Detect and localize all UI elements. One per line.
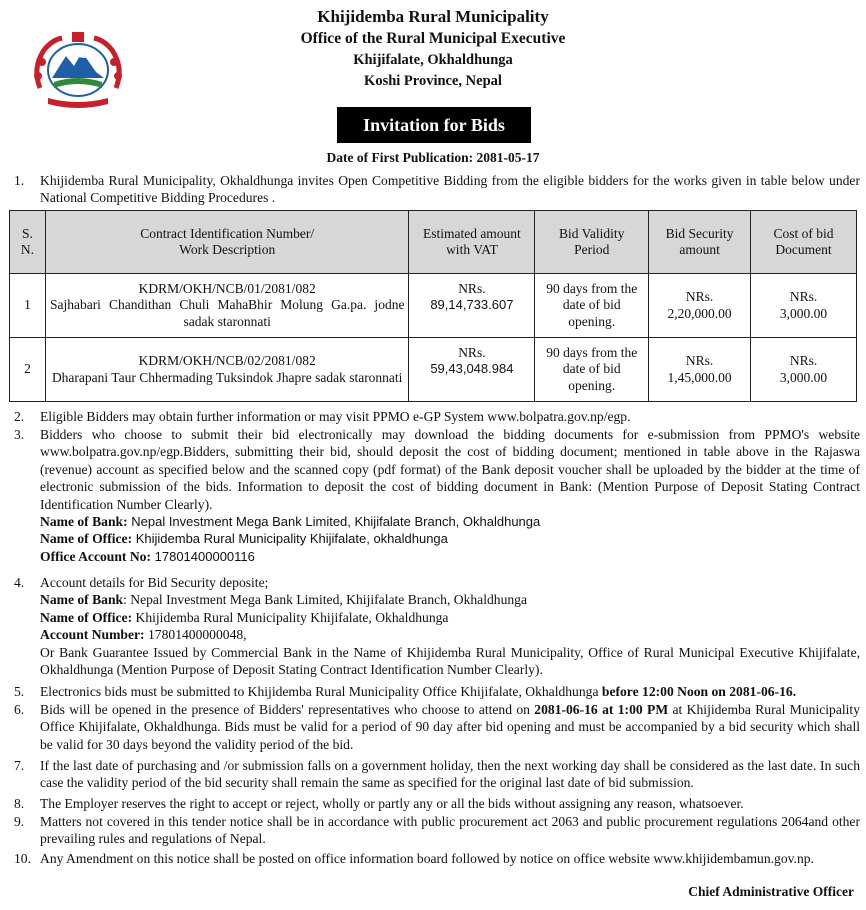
notice-item-1 — [14, 172, 860, 207]
opening-time: 2081-06-16 at 1:00 PM — [534, 702, 669, 717]
item-number: 4. — [14, 575, 25, 590]
item-text — [40, 426, 860, 565]
notice-item-2 — [14, 408, 860, 425]
account-label: Office Account No: — [40, 548, 151, 564]
item-number: 5. — [14, 684, 25, 699]
notice-item-5 — [14, 683, 860, 700]
bank-deposit-instructions: Bidders who choose to submit their bid electronically may download the bidding documents for e-submission from PPMO's website www.bolpatra.gov.np/egp.Bidders, submitting their bid, should deposit the cost of bidding document; mentioned in table above in the Rajaswa (revenue) account as specified below and the scanned copy (pdf format) of the Bank deposit voucher shall be uploaded by the bidder at the time of electronic submission of the bids. Information to deposit the cost of bidding document in Bank: (Mention Purpose of Deposit Stating Contract Identification Number Clearly). — [40, 427, 860, 512]
cell-validity: 90 days from the date of bid opening. — [535, 338, 649, 402]
item-number: 2. — [14, 409, 25, 424]
office-value: Khijidemba Rural Municipality Khijifalate, okhaldhunga — [135, 531, 448, 547]
item-text: The Employer reserves the right to accept or reject, wholly or partly any or all the bids without assigning any reason, whatsoever. — [40, 796, 744, 811]
table-header-row — [10, 211, 857, 274]
office-location: Khijifalate, Okhaldhunga — [353, 52, 513, 68]
item-text: Eligible Bidders may obtain further information or may visit PPMO e-GP System www.bolpatra.gov.np/egp. — [40, 409, 631, 424]
cell-security: NRs. 1,45,000.00 — [649, 338, 751, 402]
bank-name: Nepal Investment Mega Bank Limited, Khijifalate Branch, Okhaldhunga — [131, 514, 541, 530]
security-heading: Account details for Bid Security deposite; — [40, 575, 269, 590]
cell-sn: 2 — [10, 338, 46, 402]
notice-item-10 — [14, 850, 860, 867]
item-text — [40, 574, 860, 678]
item-text: Khijidemba Rural Municipality, Okhaldhunga invites Open Competitive Bidding from the eligible bidders for the works given in table below under National Competitive Bidding Procedures . — [40, 173, 860, 206]
account-label: Account Number: — [40, 627, 145, 643]
office-label: Name of Office: — [40, 531, 133, 547]
table-row — [10, 338, 857, 402]
bank-name: : Nepal Investment Mega Bank Limited, Khijifalate Branch, Okhaldhunga — [123, 592, 528, 608]
bank-label: Name of Bank — [40, 592, 124, 608]
office-name: Office of the Rural Municipal Executive — [300, 30, 566, 47]
table-row — [10, 274, 857, 338]
item-text: Any Amendment on this notice shall be posted on office information board followed by notice on office website www.khijidembamun.gov.np. — [40, 851, 814, 866]
notice-item-4 — [14, 574, 860, 678]
col-header-estimate: Estimated amount with VAT — [409, 211, 535, 274]
account-number: 17801400000048, — [148, 627, 247, 643]
cell-sn: 1 — [10, 274, 46, 338]
office-label: Name of Office: — [40, 609, 133, 625]
notice-item-9 — [14, 813, 860, 848]
notice-item-7 — [14, 757, 860, 792]
bank-label: Name of Bank: — [40, 514, 128, 530]
cell-contract: KDRM/OKH/NCB/01/2081/082 Sajhabari Chandithan Chuli MahaBhir Molung Ga.pa. jodne sadak staronnati — [45, 274, 408, 338]
office-value: Khijidemba Rural Municipality Khijifalate, Okhaldhunga — [135, 609, 449, 625]
cell-cost: NRs. 3,000.00 — [751, 274, 857, 338]
col-header-cost: Cost of bid Document — [751, 211, 857, 274]
item-number: 8. — [14, 796, 25, 811]
account-number: 17801400000116 — [154, 548, 255, 564]
cell-validity: 90 days from the date of bid opening. — [535, 274, 649, 338]
col-header-validity: Bid Validity Period — [535, 211, 649, 274]
notice-item-8 — [14, 795, 860, 812]
item-number: 6. — [14, 702, 25, 717]
submission-deadline: before 12:00 Noon on 2081-06-16. — [601, 684, 797, 699]
item-text: Electronics bids must be submitted to Khijidemba Rural Municipality Office Khijifalate, Okhaldhunga before 12:00 Noon on 2081-06-16. — [40, 684, 797, 699]
item-number: 9. — [14, 814, 25, 829]
cell-cost: NRs. 3,000.00 — [751, 338, 857, 402]
item-number: 10. — [14, 851, 31, 866]
notice-title: Invitation for Bids — [337, 107, 531, 143]
province-country: Koshi Province, Nepal — [364, 73, 502, 89]
bid-table — [9, 210, 857, 402]
item-number: 1. — [14, 173, 25, 188]
cell-security: NRs. 2,20,000.00 — [649, 274, 751, 338]
item-text: If the last date of purchasing and /or submission falls on a government holiday, then the next working day shall be considered as the last date. In such case the validity period of the bid security shall remain the same as specified for the original last date of bid submission. — [40, 758, 860, 791]
item-number: 7. — [14, 758, 25, 773]
item-text: Matters not covered in this tender notice shall be in accordance with public procurement act 2063 and public procurement regulations 2064and other prevailing rules and regulations of Nepal. — [40, 814, 860, 847]
col-header-security: Bid Security amount — [649, 211, 751, 274]
municipality-name: Khijidemba Rural Municipality — [317, 7, 549, 26]
cell-contract: KDRM/OKH/NCB/02/2081/082 Dharapani Taur Chhermading Tuksindok Jhapre sadak staronnati — [45, 338, 408, 402]
bank-guarantee-text: Or Bank Guarantee Issued by Commercial Bank in the Name of Khijidemba Rural Municipality, Office of Rural Municipal Executive Khijifalate, Okhaldhunga (Mention Purpose of Deposit Stating Contract Identification Number Clearly). — [40, 644, 860, 678]
cell-estimate: NRs. 59,43,048.984 — [409, 338, 535, 402]
notice-item-6 — [14, 701, 860, 753]
publication-date: Date of First Publication: 2081-05-17 — [326, 150, 540, 165]
item-number: 3. — [14, 427, 25, 442]
signatory-title: Chief Administrative Officer — [688, 884, 854, 899]
office-header — [0, 6, 866, 92]
item-text: Bids will be opened in the presence of Bidders' representatives who choose to attend on 2081-06-16 at 1:00 PM at Khijidemba Rural Municipality Office Khijifalate, Okhaldhunga. Bids must be valid for a period of 90 day after bid opening and must be accompanied by a bid security which shall be valid for 30 days beyond the validity period of the bid. — [40, 702, 860, 752]
notice-item-3 — [14, 426, 860, 565]
cell-estimate: NRs. 89,14,733.607 — [409, 274, 535, 338]
col-header-contract: Contract Identification Number/ Work Description — [45, 211, 408, 274]
col-header-sn: S. N. — [10, 211, 46, 274]
